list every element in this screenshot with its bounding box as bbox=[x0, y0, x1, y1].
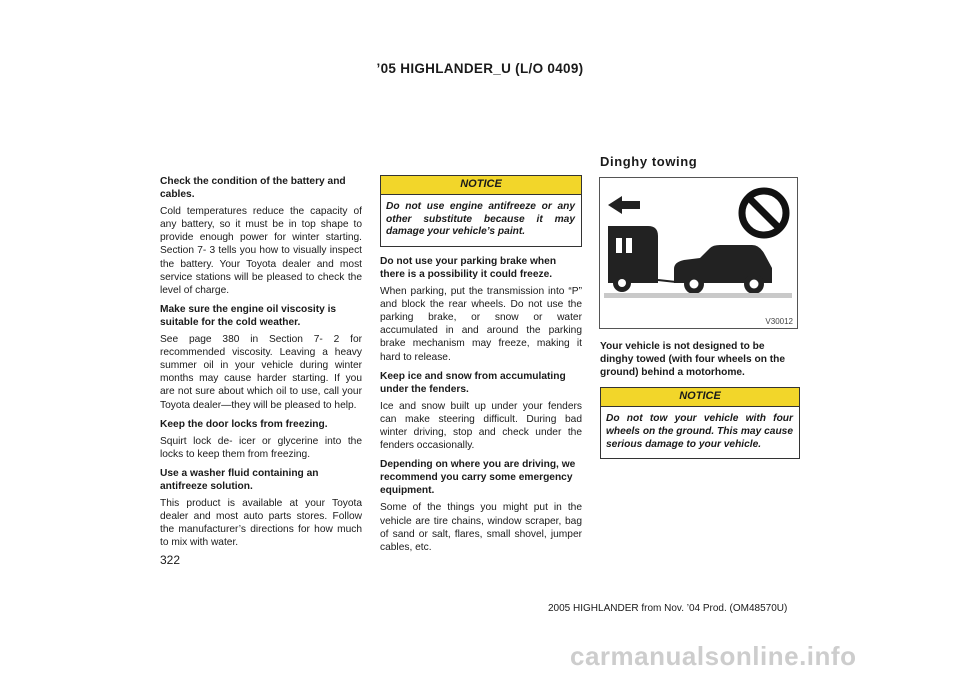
section-title: Dinghy towing bbox=[600, 154, 698, 169]
figure-code: V30012 bbox=[765, 317, 793, 326]
watermark: carmanualsonline.info bbox=[570, 641, 857, 671]
heading-oil: Make sure the engine oil viscosity is suitable for the cold weather. bbox=[160, 303, 337, 328]
notice-body: Do not use engine antifreeze or any other substitute because it may damage your vehicle’s paint. bbox=[386, 201, 575, 238]
page-number: 322 bbox=[160, 553, 181, 567]
heading-battery: Check the condition of the battery and cables. bbox=[160, 176, 346, 201]
heading-door-locks: Keep the door locks from freezing. bbox=[160, 418, 328, 430]
heading-parking-brake: Do not use your parking brake when there is a possibility it could freeze. bbox=[380, 255, 557, 280]
notice-towing bbox=[600, 387, 800, 459]
figure-dinghy-towing bbox=[599, 177, 798, 329]
motorhome-icon bbox=[608, 226, 658, 283]
tow-bar-icon bbox=[658, 280, 676, 282]
heading-fenders: Keep ice and snow from accumulating under the fenders. bbox=[380, 370, 566, 395]
heading-emergency-equipment: Depending on where you are driving, we recommend you carry some emergency equipment. bbox=[380, 459, 576, 497]
notice-body: Do not tow your vehicle with four wheels on the ground. This may cause serious damage to your vehicle. bbox=[606, 413, 793, 450]
left-column bbox=[160, 175, 362, 555]
page-header: ’05 HIGHLANDER_U (L/O 0409) bbox=[376, 61, 584, 76]
paragraph-emergency-equipment: Some of the things you might put in the vehicle are tire chains, window scraper, bag of sand or salt, flares, small shovel, jumper cables, etc. bbox=[380, 502, 582, 553]
paragraph-fenders: Ice and snow built up under your fenders can make steering difficult. During bad winter driving, stop and check under the fenders occasionally. bbox=[380, 400, 582, 452]
page-footer: 2005 HIGHLANDER from Nov. ’04 Prod. (OM48570U) bbox=[548, 603, 788, 614]
middle-column bbox=[380, 175, 582, 560]
notice-heading: NOTICE bbox=[381, 176, 581, 195]
paragraph-oil: See page 380 in Section 7- 2 for recommended viscosity. Leaving a heavy summer oil in your vehicle during winter months may cause harder starting. If you are not sure about which oil to use, call your Toyota dealer—they will be pleased to help. bbox=[160, 334, 362, 411]
figure-caption: Your vehicle is not designed to be dinghy towed (with four wheels on the ground) behind a motorhome. bbox=[600, 341, 786, 379]
paragraph-battery: Cold temperatures reduce the capacity of any battery, so it must be in top shape to provide enough power for winter starting. Section 7- 3 tells you how to visually inspect the battery. Your Toyota dealer and most service stations will be pleased to check the level of charge. bbox=[160, 206, 362, 296]
paragraph-washer-fluid: This product is available at your Toyota dealer and most auto parts stores. Follow the manufacturer’s directions for how much to mix with water. bbox=[160, 498, 362, 549]
heading-washer-fluid: Use a washer fluid containing an antifreeze solution. bbox=[160, 467, 319, 492]
paragraph-door-locks: Squirt lock de- icer or glycerine into the locks to keep them from freezing. bbox=[160, 435, 362, 460]
no-dinghy-towing-illustration-icon bbox=[600, 178, 797, 328]
right-column bbox=[600, 340, 800, 459]
paragraph-parking-brake: When parking, put the transmission into “P” and block the rear wheels. Do not use the parking brake, or snow or water accumulated in and around the parking brake mechanism may freeze, making it hard to release. bbox=[380, 286, 582, 363]
arrow-left-icon bbox=[608, 196, 640, 214]
notice-heading: NOTICE bbox=[601, 388, 799, 407]
ground-line bbox=[604, 293, 792, 298]
notice-antifreeze bbox=[380, 175, 582, 247]
